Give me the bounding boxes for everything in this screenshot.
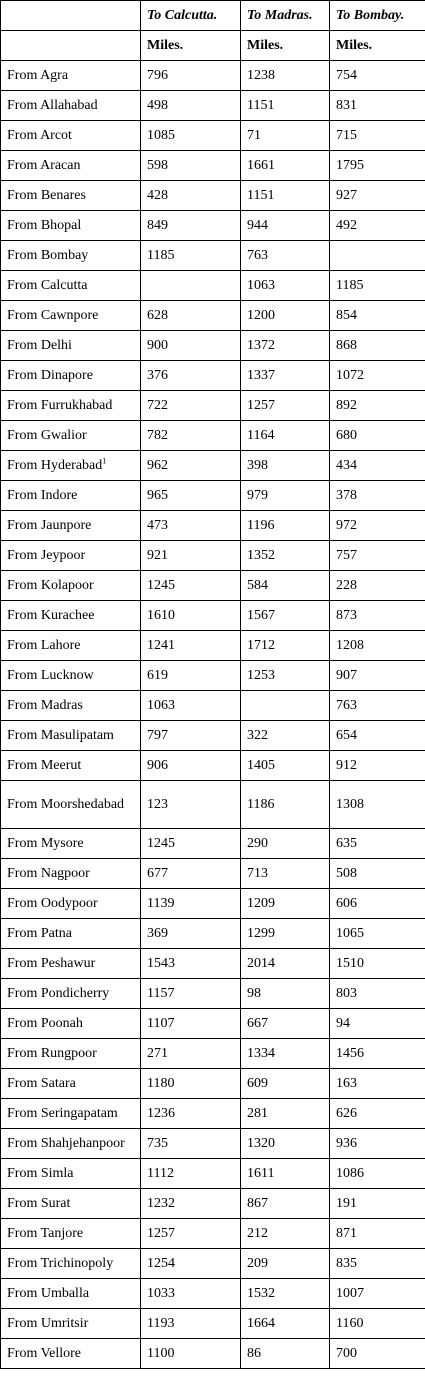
table-row: [1, 211, 425, 241]
table-row: [1, 571, 425, 601]
distance-to-calcutta: 1254: [141, 1249, 241, 1279]
distance-to-madras: 867: [241, 1189, 330, 1219]
table-row: [1, 691, 425, 721]
distance-to-calcutta: 782: [141, 421, 241, 451]
distance-to-madras: 1372: [241, 331, 330, 361]
place-cell: [1, 301, 141, 331]
place-name: From Meerut: [7, 757, 82, 773]
place-cell: [1, 859, 141, 889]
distance-to-madras: 1257: [241, 391, 330, 421]
place-name: From Cawnpore: [7, 307, 99, 323]
distance-to-calcutta: 849: [141, 211, 241, 241]
distance-to-madras: 609: [241, 1069, 330, 1099]
table-row: [1, 661, 425, 691]
distance-to-madras: 944: [241, 211, 330, 241]
distance-to-calcutta: 797: [141, 721, 241, 751]
distance-to-madras: 1352: [241, 541, 330, 571]
place-cell: [1, 181, 141, 211]
place-name: From Arcot: [7, 127, 72, 143]
place-name: From Gwalior: [7, 427, 87, 443]
place-cell: [1, 1249, 141, 1279]
distance-to-calcutta: 123: [141, 781, 241, 829]
table-row: [1, 889, 425, 919]
place-name: From Aracan: [7, 157, 81, 173]
place-cell: [1, 91, 141, 121]
header-to-bombay: To Bombay.: [330, 1, 425, 31]
place-name: From Delhi: [7, 337, 72, 353]
distance-to-bombay: 871: [330, 1219, 425, 1249]
place-name: From Lucknow: [7, 667, 94, 683]
unit-bombay: Miles.: [330, 31, 425, 61]
place-cell: [1, 151, 141, 181]
place-cell: [1, 979, 141, 1009]
distance-to-madras: 1151: [241, 181, 330, 211]
place-name: From Surat: [7, 1195, 71, 1211]
distance-to-bombay: 434: [330, 451, 425, 481]
distance-to-calcutta: 962: [141, 451, 241, 481]
table-row: [1, 451, 425, 481]
place-name: From Moorshedabad: [7, 796, 125, 812]
table-row: [1, 631, 425, 661]
distance-to-bombay: 492: [330, 211, 425, 241]
distance-to-calcutta: 1085: [141, 121, 241, 151]
table-row: [1, 241, 425, 271]
place-name: From Simla: [7, 1165, 74, 1181]
table-row: [1, 1279, 425, 1309]
distance-to-bombay: 936: [330, 1129, 425, 1159]
distance-to-madras: 1063: [241, 271, 330, 301]
table-row: [1, 1099, 425, 1129]
distance-to-bombay: 1795: [330, 151, 425, 181]
place-name: From Jeypoor: [7, 547, 86, 563]
distance-to-madras: 398: [241, 451, 330, 481]
distance-to-madras: 281: [241, 1099, 330, 1129]
distance-to-madras: 1186: [241, 781, 330, 829]
table-row: [1, 1219, 425, 1249]
distance-to-madras: 1712: [241, 631, 330, 661]
distance-to-bombay: 654: [330, 721, 425, 751]
distance-to-bombay: 1086: [330, 1159, 425, 1189]
table-row: [1, 1159, 425, 1189]
table-row: [1, 781, 425, 829]
place-name: From Furrukhabad: [7, 397, 113, 413]
table-row: [1, 1189, 425, 1219]
distance-to-bombay: 892: [330, 391, 425, 421]
place-cell: [1, 481, 141, 511]
place-cell: [1, 1189, 141, 1219]
distance-to-bombay: 378: [330, 481, 425, 511]
distance-to-bombay: 1308: [330, 781, 425, 829]
table-row: [1, 751, 425, 781]
place-cell: [1, 361, 141, 391]
table-row: [1, 121, 425, 151]
distance-to-bombay: 1160: [330, 1309, 425, 1339]
place-name: From Umballa: [7, 1285, 90, 1301]
distance-to-bombay: 912: [330, 751, 425, 781]
place-name: From Shahjehanpoor: [7, 1135, 125, 1151]
header-corner: [1, 1, 141, 31]
place-cell: [1, 451, 141, 481]
place-name: From Seringapatam: [7, 1105, 118, 1121]
distance-to-calcutta: 722: [141, 391, 241, 421]
place-cell: [1, 1159, 141, 1189]
distance-to-bombay: 1065: [330, 919, 425, 949]
distance-to-madras: 209: [241, 1249, 330, 1279]
distance-to-madras: 1320: [241, 1129, 330, 1159]
place-name: From Bombay: [7, 247, 89, 263]
distance-to-madras: 1405: [241, 751, 330, 781]
distance-to-calcutta: 1241: [141, 631, 241, 661]
distance-to-madras: 322: [241, 721, 330, 751]
distance-to-calcutta: 1193: [141, 1309, 241, 1339]
distance-to-calcutta: 1157: [141, 979, 241, 1009]
distance-to-bombay: 700: [330, 1339, 425, 1369]
table-row: [1, 1039, 425, 1069]
place-name: From Oodypoor: [7, 895, 98, 911]
table-row: [1, 511, 425, 541]
distance-to-calcutta: 598: [141, 151, 241, 181]
distance-to-calcutta: 1236: [141, 1099, 241, 1129]
place-cell: [1, 121, 141, 151]
table-row: [1, 361, 425, 391]
table-row: [1, 1249, 425, 1279]
table-row: [1, 721, 425, 751]
distance-to-bombay: 1456: [330, 1039, 425, 1069]
place-cell: [1, 511, 141, 541]
distance-to-bombay: 754: [330, 61, 425, 91]
distance-to-calcutta: 619: [141, 661, 241, 691]
distance-to-bombay: 606: [330, 889, 425, 919]
place-cell: [1, 271, 141, 301]
place-name: From Calcutta: [7, 277, 88, 293]
distance-to-madras: 713: [241, 859, 330, 889]
place-name: From Satara: [7, 1075, 76, 1091]
distance-to-madras: 98: [241, 979, 330, 1009]
distance-to-calcutta: 1543: [141, 949, 241, 979]
table-row: [1, 1129, 425, 1159]
distance-to-madras: 1661: [241, 151, 330, 181]
place-name: From Trichinopoly: [7, 1255, 114, 1271]
place-cell: [1, 631, 141, 661]
distance-to-bombay: 972: [330, 511, 425, 541]
distance-to-calcutta: 628: [141, 301, 241, 331]
place-cell: [1, 331, 141, 361]
place-cell: [1, 721, 141, 751]
distance-to-madras: 979: [241, 481, 330, 511]
place-cell: [1, 1039, 141, 1069]
table-row: [1, 271, 425, 301]
place-cell: [1, 751, 141, 781]
place-name: From Agra: [7, 67, 69, 83]
place-cell: [1, 1129, 141, 1159]
unit-madras: Miles.: [241, 31, 330, 61]
place-name: From Kurachee: [7, 607, 95, 623]
distance-to-madras: 1337: [241, 361, 330, 391]
distance-to-calcutta: 1610: [141, 601, 241, 631]
table-row: [1, 1069, 425, 1099]
place-cell: [1, 61, 141, 91]
header-unit-corner: [1, 31, 141, 61]
place-cell: [1, 1219, 141, 1249]
place-cell: [1, 829, 141, 859]
distance-to-madras: 1334: [241, 1039, 330, 1069]
distance-to-bombay: 907: [330, 661, 425, 691]
distance-to-madras: 86: [241, 1339, 330, 1369]
table-row: [1, 949, 425, 979]
distance-to-madras: 1253: [241, 661, 330, 691]
distance-to-calcutta: 428: [141, 181, 241, 211]
place-name: From Masulipatam: [7, 727, 114, 743]
table-row: [1, 919, 425, 949]
place-name: From Allahabad: [7, 97, 98, 113]
place-cell: [1, 919, 141, 949]
table-row: [1, 391, 425, 421]
distance-to-bombay: 1208: [330, 631, 425, 661]
distance-to-calcutta: 1245: [141, 829, 241, 859]
place-cell: [1, 1099, 141, 1129]
distance-to-calcutta: 1107: [141, 1009, 241, 1039]
distance-to-calcutta: [141, 271, 241, 301]
place-name: From Vellore: [7, 1345, 82, 1361]
place-name: From Poonah: [7, 1015, 83, 1031]
table-row: [1, 541, 425, 571]
place-cell: [1, 571, 141, 601]
place-cell: [1, 691, 141, 721]
place-name: From Lahore: [7, 637, 81, 653]
distance-to-bombay: 835: [330, 1249, 425, 1279]
distance-to-bombay: 763: [330, 691, 425, 721]
distance-to-bombay: 635: [330, 829, 425, 859]
distance-to-calcutta: 376: [141, 361, 241, 391]
table-row: [1, 181, 425, 211]
place-cell: [1, 601, 141, 631]
place-name: From Peshawur: [7, 955, 96, 971]
table-row: [1, 829, 425, 859]
distance-to-calcutta: 1063: [141, 691, 241, 721]
distance-to-bombay: 715: [330, 121, 425, 151]
place-name: From Dinapore: [7, 367, 93, 383]
table-row: [1, 91, 425, 121]
header-to-madras: To Madras.: [241, 1, 330, 31]
distance-to-bombay: 803: [330, 979, 425, 1009]
table-body: [1, 61, 425, 1369]
distance-to-calcutta: 473: [141, 511, 241, 541]
distance-to-calcutta: 735: [141, 1129, 241, 1159]
distance-to-calcutta: 921: [141, 541, 241, 571]
header-row-units: [1, 31, 425, 61]
distance-to-calcutta: 498: [141, 91, 241, 121]
place-cell: [1, 211, 141, 241]
table-row: [1, 601, 425, 631]
distance-to-madras: 290: [241, 829, 330, 859]
place-cell: [1, 1339, 141, 1369]
table-row: [1, 979, 425, 1009]
distance-to-madras: 2014: [241, 949, 330, 979]
distance-to-bombay: 191: [330, 1189, 425, 1219]
distance-to-calcutta: 1257: [141, 1219, 241, 1249]
distance-to-madras: 1164: [241, 421, 330, 451]
distance-to-calcutta: 906: [141, 751, 241, 781]
place-name: From Madras: [7, 697, 83, 713]
distance-to-calcutta: 369: [141, 919, 241, 949]
place-cell: [1, 1009, 141, 1039]
place-name: From Tanjore: [7, 1225, 84, 1241]
place-name: From Pondicherry: [7, 985, 110, 1001]
place-name: From Benares: [7, 187, 86, 203]
distance-to-madras: 1209: [241, 889, 330, 919]
distance-to-madras: 1200: [241, 301, 330, 331]
place-name: From Jaunpore: [7, 517, 92, 533]
distance-to-calcutta: 1139: [141, 889, 241, 919]
header-to-calcutta: To Calcutta.: [141, 1, 241, 31]
table-row: [1, 61, 425, 91]
table-row: [1, 301, 425, 331]
header-row-destinations: [1, 1, 425, 31]
table-row: [1, 1009, 425, 1039]
distance-to-madras: 1299: [241, 919, 330, 949]
distance-to-madras: 1567: [241, 601, 330, 631]
distance-to-calcutta: 1245: [141, 571, 241, 601]
distance-to-madras: 763: [241, 241, 330, 271]
distance-to-bombay: 163: [330, 1069, 425, 1099]
distance-to-calcutta: 900: [141, 331, 241, 361]
distance-to-bombay: 680: [330, 421, 425, 451]
distance-to-calcutta: 1185: [141, 241, 241, 271]
distance-to-calcutta: 1232: [141, 1189, 241, 1219]
distance-to-calcutta: 796: [141, 61, 241, 91]
distance-to-bombay: 1510: [330, 949, 425, 979]
place-name: From Hyderabad: [7, 457, 103, 473]
distance-to-madras: 1238: [241, 61, 330, 91]
distance-to-bombay: 228: [330, 571, 425, 601]
distance-to-madras: 1664: [241, 1309, 330, 1339]
distance-to-calcutta: 1180: [141, 1069, 241, 1099]
place-cell: [1, 541, 141, 571]
table-row: [1, 1309, 425, 1339]
footnote-marker: 1: [102, 455, 107, 465]
distance-to-bombay: 854: [330, 301, 425, 331]
place-cell: [1, 1309, 141, 1339]
distance-to-calcutta: 1112: [141, 1159, 241, 1189]
place-name: From Mysore: [7, 835, 84, 851]
place-name: From Patna: [7, 925, 72, 941]
distance-to-calcutta: 677: [141, 859, 241, 889]
distance-to-calcutta: 1100: [141, 1339, 241, 1369]
distance-to-bombay: 757: [330, 541, 425, 571]
table-row: [1, 481, 425, 511]
distance-to-bombay: 94: [330, 1009, 425, 1039]
distance-to-bombay: 873: [330, 601, 425, 631]
distance-to-bombay: 1072: [330, 361, 425, 391]
distance-to-madras: 71: [241, 121, 330, 151]
distance-to-bombay: 927: [330, 181, 425, 211]
distance-to-madras: 1151: [241, 91, 330, 121]
place-cell: [1, 661, 141, 691]
table-row: [1, 859, 425, 889]
distance-to-calcutta: 1033: [141, 1279, 241, 1309]
distance-to-madras: 584: [241, 571, 330, 601]
place-cell: [1, 949, 141, 979]
place-name: From Umritsir: [7, 1315, 89, 1331]
distance-to-bombay: 1185: [330, 271, 425, 301]
table-row: [1, 1339, 425, 1369]
distance-to-bombay: [330, 241, 425, 271]
table-row: [1, 331, 425, 361]
place-cell: [1, 1069, 141, 1099]
table-row: [1, 421, 425, 451]
place-name: From Rungpoor: [7, 1045, 97, 1061]
unit-calcutta: Miles.: [141, 31, 241, 61]
distance-to-calcutta: 965: [141, 481, 241, 511]
place-name: From Kolapoor: [7, 577, 94, 593]
distance-to-bombay: 868: [330, 331, 425, 361]
distance-to-madras: 667: [241, 1009, 330, 1039]
place-cell: [1, 391, 141, 421]
place-cell: [1, 1279, 141, 1309]
place-cell: [1, 889, 141, 919]
distance-to-madras: [241, 691, 330, 721]
place-name: From Nagpoor: [7, 865, 90, 881]
place-cell: [1, 781, 141, 829]
place-name: From Bhopal: [7, 217, 82, 233]
distance-to-madras: 1196: [241, 511, 330, 541]
distance-to-calcutta: 271: [141, 1039, 241, 1069]
distance-to-bombay: 626: [330, 1099, 425, 1129]
place-cell: [1, 241, 141, 271]
distance-to-madras: 1532: [241, 1279, 330, 1309]
distance-to-madras: 1611: [241, 1159, 330, 1189]
table-row: [1, 151, 425, 181]
distance-to-bombay: 831: [330, 91, 425, 121]
distance-to-bombay: 508: [330, 859, 425, 889]
place-cell: [1, 421, 141, 451]
place-name: From Indore: [7, 487, 78, 503]
distance-to-bombay: 1007: [330, 1279, 425, 1309]
distance-to-madras: 212: [241, 1219, 330, 1249]
